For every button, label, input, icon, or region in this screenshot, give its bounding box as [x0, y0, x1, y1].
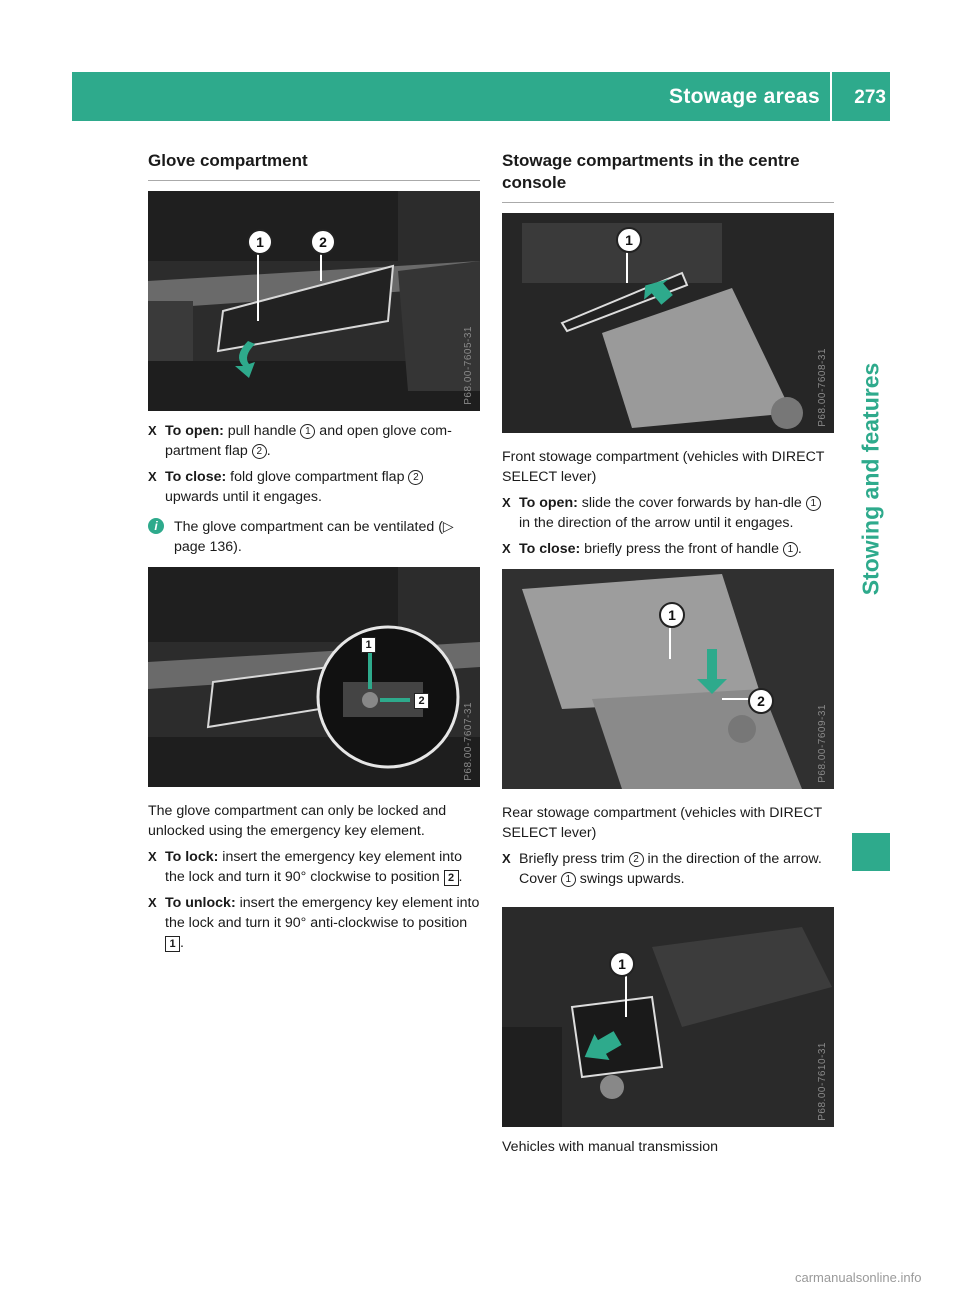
callout-1: 1: [616, 227, 642, 253]
front-stowage-illustration: [502, 213, 834, 433]
glove-lock-illustration: [148, 567, 480, 787]
front-stowage-caption: Front stowage compartment (vehicles with DIRECT SELECT lever): [502, 449, 825, 485]
info-icon: i: [148, 518, 164, 534]
manual-transmission-illustration: [502, 907, 834, 1127]
side-tab-block: [852, 833, 890, 871]
step-arrow-icon: X: [148, 469, 157, 484]
glove-compartment-photo: [148, 191, 480, 411]
page-number: 273: [854, 87, 886, 108]
step-close: X To close: fold glove compartment flap 2 upwards until it engages.: [148, 467, 480, 507]
front-stowage-photo: [502, 213, 834, 433]
rear-stowage-photo: [502, 569, 834, 789]
callout-2: 2: [310, 229, 336, 255]
step-arrow-icon: X: [502, 541, 511, 556]
step-open: X To open: pull handle 1 and open glove com-partment flap 2 .: [148, 423, 452, 459]
callout-2: 2: [748, 688, 774, 714]
section-title: Stowage areas: [669, 85, 820, 108]
side-tab-label: Stowing and features: [857, 362, 884, 596]
ventilation-note: i The glove compartment can be ventilated (▷ page 136).: [148, 517, 480, 557]
step-arrow-icon: X: [502, 851, 511, 866]
lock-paragraph: The glove compartment can only be locked and unlocked using the emergency key element.: [148, 803, 447, 839]
side-tab: [852, 144, 890, 814]
glove-compartment-heading: Glove compartment: [148, 151, 308, 170]
position-2-label: 2: [414, 693, 429, 709]
step-arrow-icon: X: [148, 423, 157, 438]
heading-rule: [502, 202, 834, 203]
header-bar: [72, 72, 890, 121]
photo-code: P68.00-7605-31: [463, 326, 474, 405]
glove-lock-photo: [148, 567, 480, 787]
header-separator: [830, 72, 832, 121]
step-arrow-icon: X: [502, 495, 511, 510]
rear-stowage-caption: Rear stowage compartment (vehicles with DIRECT SELECT lever): [502, 805, 822, 841]
step-arrow-icon: X: [148, 849, 157, 864]
step-open-front: X To open: slide the cover forwards by han-dle 1 in the direction of the arrow until it engages.: [502, 493, 834, 533]
manual-transmission-caption: Vehicles with manual transmission: [502, 1139, 719, 1155]
right-column: [502, 150, 834, 1157]
glove-compartment-illustration: [148, 191, 480, 411]
photo-code: P68.00-7608-31: [817, 348, 828, 427]
manual-transmission-photo: [502, 907, 834, 1127]
step-close-front: X To close: briefly press the front of handle 1 .: [502, 541, 802, 557]
step-press-trim: X Briefly press trim 2 in the direction of the arrow. Cover 1 swings upwards.: [502, 851, 822, 887]
photo-code: P68.00-7610-31: [817, 1042, 828, 1121]
watermark: carmanualsonline.info: [795, 1270, 922, 1285]
step-arrow-icon: X: [148, 895, 157, 910]
heading-rule: [148, 180, 480, 181]
left-column: [148, 150, 480, 953]
photo-code: P68.00-7607-31: [463, 702, 474, 781]
step-unlock: X To unlock: insert the emergency key element into the lock and turn it 90° anti-clockwise to position 1 .: [148, 895, 480, 951]
photo-code: P68.00-7609-31: [817, 704, 828, 783]
callout-1: 1: [609, 951, 635, 977]
step-lock: X To lock: insert the emergency key element into the lock and turn it 90° clockwise to position 2 .: [148, 849, 463, 885]
position-1-label: 1: [361, 637, 376, 653]
centre-console-heading: Stowage compartments in the centre console: [502, 151, 800, 192]
callout-1: 1: [247, 229, 273, 255]
callout-1: 1: [659, 602, 685, 628]
